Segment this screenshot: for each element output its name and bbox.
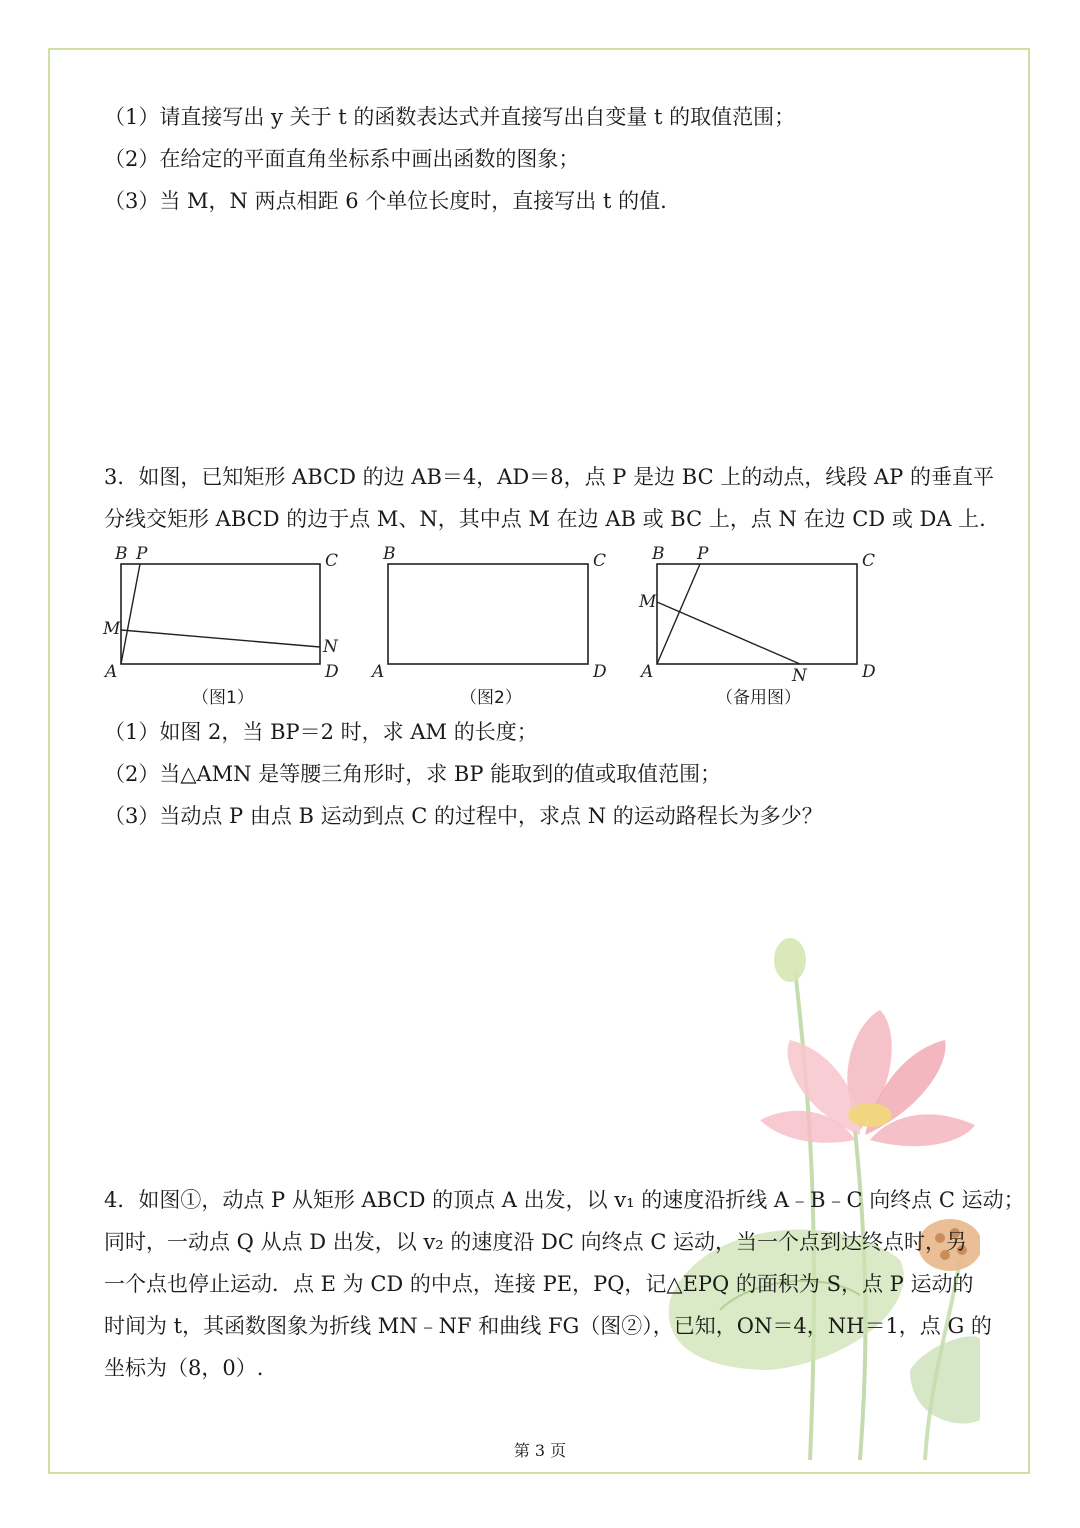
- fig3-label-b: B: [652, 544, 665, 564]
- q3-sub1: （1）如图 2，当 BP＝2 时，求 AM 的长度；: [104, 720, 538, 744]
- lotus-center: [848, 1103, 892, 1127]
- fig1-label-m: M: [103, 619, 121, 639]
- fig1-segment-mn: [121, 630, 320, 647]
- fig3-label-d: D: [862, 662, 876, 682]
- fig3-label-n: N: [792, 666, 807, 686]
- q2-sub1: （1）请直接写出 y 关于 t 的函数表达式并直接写出自变量 t 的取值范围；: [104, 105, 796, 129]
- page-number: 第 3 页: [513, 1441, 567, 1460]
- q3-figures: [0, 540, 1080, 700]
- q3-line1: 3．如图，已知矩形 ABCD 的边 AB＝4，AD＝8，点 P 是边 BC 上的动点，线段 AP 的垂直平: [104, 465, 994, 489]
- q4-line3: 一个点也停止运动．点 E 为 CD 的中点，连接 PE，PQ，记△EPQ 的面积为 S，点 P 运动的: [104, 1272, 974, 1296]
- q3-line2: 分线交矩形 ABCD 的边于点 M、N，其中点 M 在边 AB 或 BC 上，点 N 在边 CD 或 DA 上.: [104, 507, 986, 531]
- fig1-segment-ap: [121, 564, 140, 664]
- leaf-small: [910, 1336, 980, 1423]
- figure-backup: [638, 544, 876, 686]
- fig2-label-a: A: [372, 662, 385, 682]
- q4-line4: 时间为 t，其函数图象为折线 MN﹣NF 和曲线 FG（图②），已知，ON＝4，NH＝1，点 G 的: [104, 1314, 992, 1338]
- fig3-label-a: A: [641, 662, 654, 682]
- fig3-label-p: P: [697, 544, 709, 564]
- fig1-label-n: N: [323, 637, 338, 657]
- fig1-label-p: P: [136, 544, 148, 564]
- fig1-rect: [121, 564, 320, 664]
- figure-1: [102, 544, 339, 682]
- q2-sub2: （2）在给定的平面直角坐标系中画出函数的图象；: [104, 147, 580, 171]
- q3-sub2: （2）当△AMN 是等腰三角形时，求 BP 能取到的值或取值范围；: [104, 762, 722, 786]
- figure-2: [370, 544, 607, 682]
- fig3-label-m: M: [639, 592, 657, 612]
- fig1-label-b: B: [115, 544, 128, 564]
- bud: [774, 938, 806, 982]
- q3-sub3: （3）当动点 P 由点 B 运动到点 C 的过程中，求点 N 的运动路程长为多少？: [104, 804, 823, 828]
- fig3-segment-mn: [657, 602, 800, 664]
- fig1-label-d: D: [325, 662, 339, 682]
- fig2-rect: [388, 564, 588, 664]
- fig1-label-c: C: [325, 551, 339, 571]
- q4-line5: 坐标为（8，0）.: [104, 1356, 264, 1380]
- fig2-caption: （图2）: [460, 688, 522, 708]
- fig3-label-c: C: [862, 551, 876, 571]
- q4-line2: 同时，一动点 Q 从点 D 出发，以 v₂ 的速度沿 DC 向终点 C 运动，当一个点到达终点时，另: [104, 1230, 968, 1254]
- fig3-rect: [657, 564, 857, 664]
- fig1-caption: （图1）: [192, 688, 254, 708]
- lotus-illustration: [660, 900, 980, 1460]
- fig3-segment-ap: [657, 564, 700, 664]
- q4-line1: 4．如图①，动点 P 从矩形 ABCD 的顶点 A 出发，以 v₁ 的速度沿折线 A﹣B﹣C 向终点 C 运动；: [104, 1188, 1025, 1212]
- fig2-label-b: B: [383, 544, 396, 564]
- fig2-label-c: C: [593, 551, 607, 571]
- fig3-caption: （备用图）: [716, 688, 801, 708]
- q2-sub3: （3）当 M，N 两点相距 6 个单位长度时，直接写出 t 的值.: [104, 189, 667, 213]
- fig1-label-a: A: [105, 662, 118, 682]
- fig2-label-d: D: [593, 662, 607, 682]
